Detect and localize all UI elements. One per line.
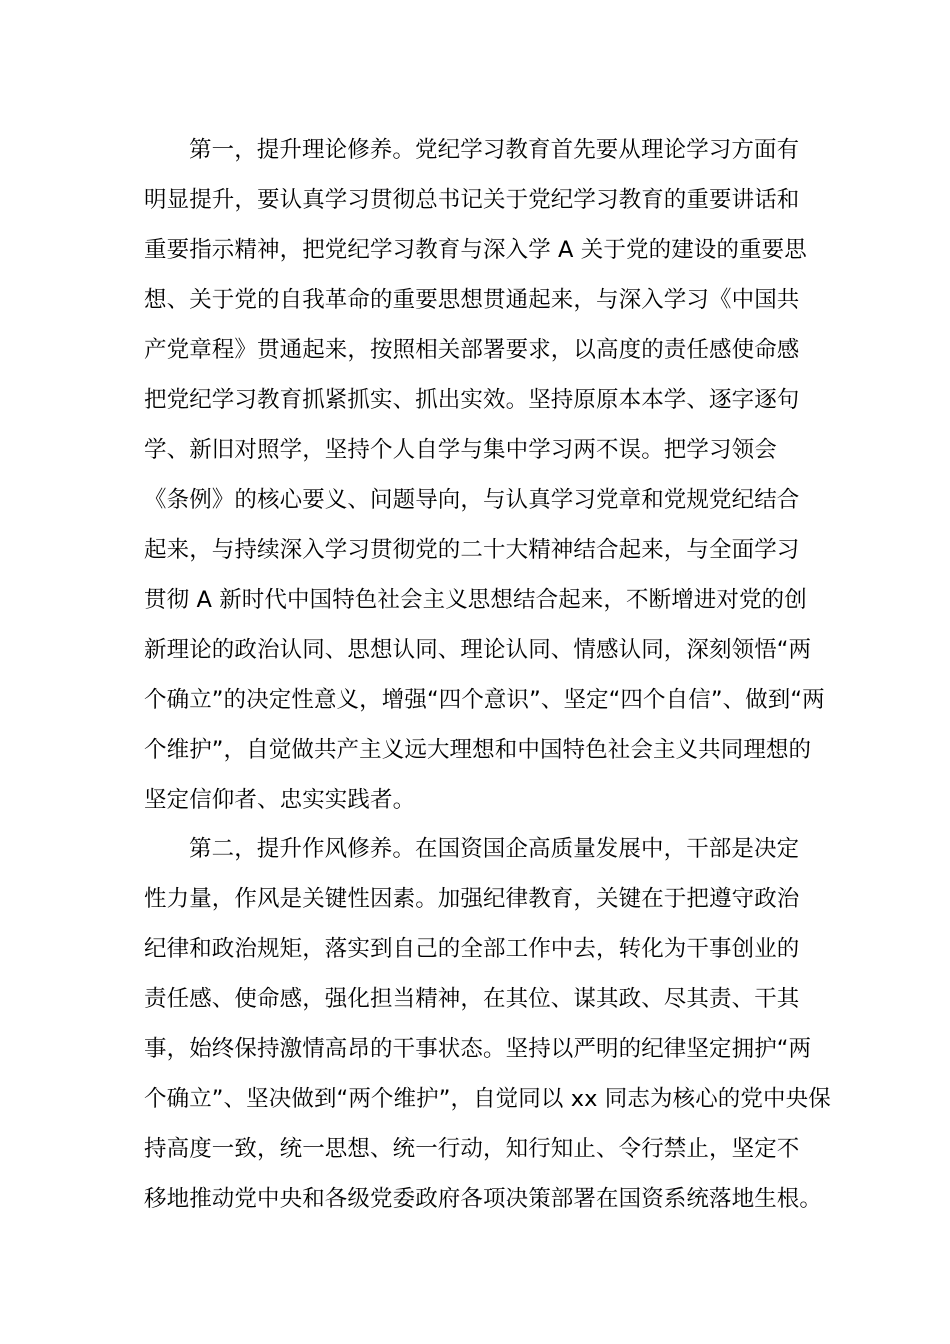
paragraph-1-line-13: 个维护”，自觉做共产主义远大理想和中国特色社会主义共同理想的: [144, 737, 812, 763]
paragraph-2-line-7: 持高度一致，统一思想、统一行动，知行知止、令行禁止，坚定不: [144, 1136, 800, 1162]
paragraph-2-line-6: 个确立”、坚决做到“两个维护”，自觉同以 xx 同志为核心的党中央保: [144, 1086, 831, 1112]
paragraph-1-line-12: 个确立”的决定性意义，增强“四个意识”、坚定“四个自信”、做到“两: [144, 687, 825, 713]
paragraph-1-line-2: 明显提升，要认真学习贯彻总书记关于党纪学习教育的重要讲话和: [144, 187, 800, 213]
paragraph-1-line-6: 把党纪学习教育抓紧抓实、抓出实效。坚持原原本本学、逐字逐句: [144, 387, 800, 413]
paragraph-1-line-10: 贯彻 A 新时代中国特色社会主义思想结合起来，不断增进对党的创: [144, 587, 807, 613]
paragraph-2-line-2: 性力量，作风是关键性因素。加强纪律教育，关键在于把遵守政治: [144, 886, 800, 912]
paragraph-1-line-5: 产党章程》贯通起来，按照相关部署要求，以高度的责任感使命感: [144, 337, 800, 363]
paragraph-1-line-3: 重要指示精神，把党纪学习教育与深入学 A 关于党的建设的重要思: [144, 237, 807, 263]
paragraph-1-line-9: 起来，与持续深入学习贯彻党的二十大精神结合起来，与全面学习: [144, 537, 800, 563]
paragraph-2-line-3: 纪律和政治规矩，落实到自己的全部工作中去，转化为干事创业的: [144, 936, 800, 962]
paragraph-1-line-14: 坚定信仰者、忠实实践者。: [144, 787, 416, 813]
paragraph-2-line-5: 事，始终保持激情高昂的干事状态。坚持以严明的纪律坚定拥护“两: [144, 1036, 812, 1062]
paragraph-2-line-1: 第二，提升作风修养。在国资国企高质量发展中，干部是决定: [189, 836, 800, 862]
paragraph-2-line-4: 责任感、使命感，强化担当精神，在其位、谋其政、尽其责、干其: [144, 986, 800, 1012]
paragraph-1-line-4: 想、关于党的自我革命的重要思想贯通起来，与深入学习《中国共: [144, 287, 800, 313]
paragraph-1-line-8: 《条例》的核心要义、问题导向，与认真学习党章和党规党纪结合: [144, 487, 800, 513]
paragraph-1-line-1: 第一，提升理论修养。党纪学习教育首先要从理论学习方面有: [189, 137, 800, 163]
paragraph-2-line-8: 移地推动党中央和各级党委政府各项决策部署在国资系统落地生根。: [144, 1186, 823, 1212]
paragraph-1-line-7: 学、新旧对照学，坚持个人自学与集中学习两不误。把学习领会: [144, 437, 777, 463]
paragraph-1-line-11: 新理论的政治认同、思想认同、理论认同、情感认同，深刻领悟“两: [144, 637, 812, 663]
